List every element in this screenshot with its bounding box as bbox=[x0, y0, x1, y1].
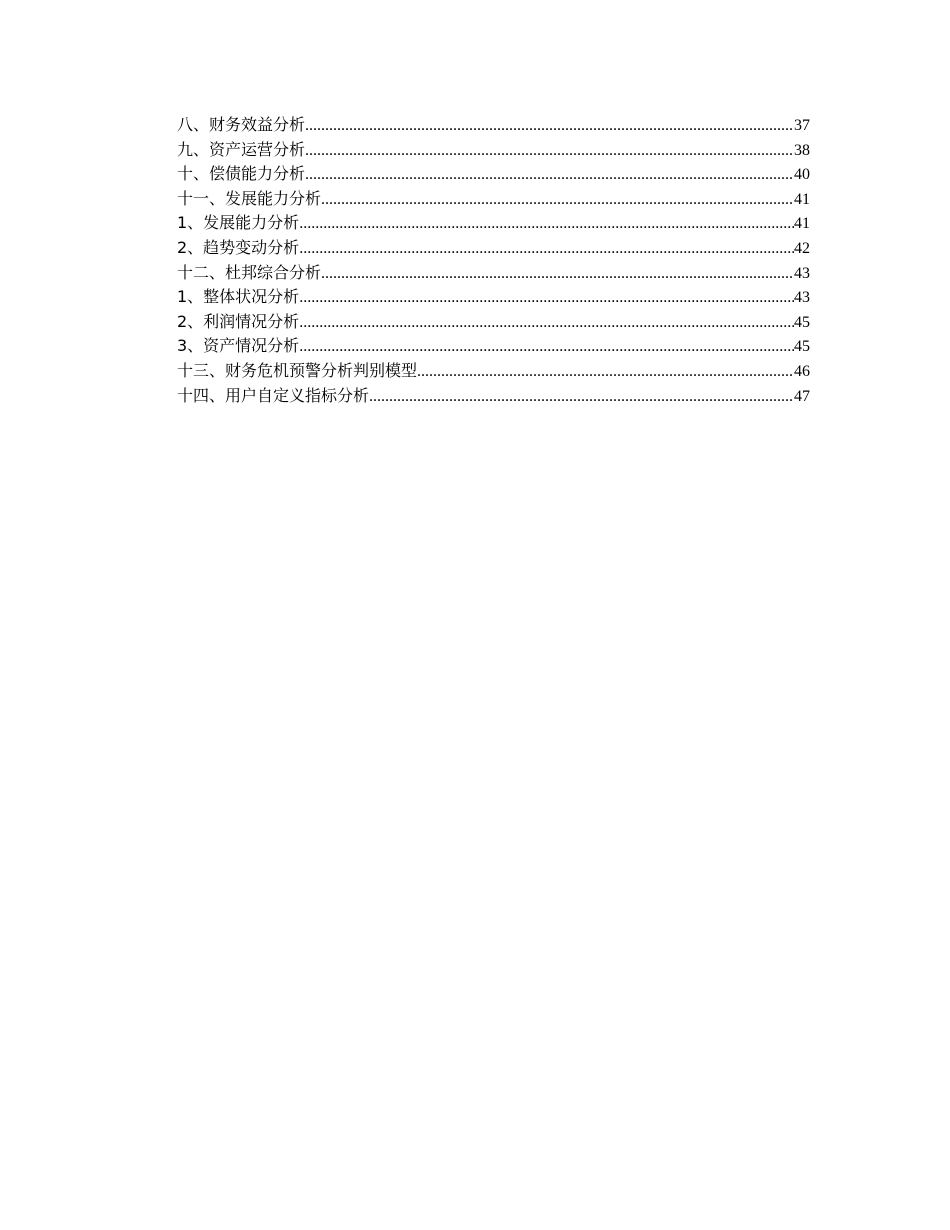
toc-entry-title: 十四、用户自定义指标分析 bbox=[177, 385, 370, 405]
table-of-contents bbox=[177, 113, 810, 408]
toc-entry-title: 十、偿债能力分析 bbox=[177, 164, 306, 184]
toc-entry-page: 37 bbox=[794, 117, 810, 134]
toc-entry-page: 45 bbox=[794, 313, 810, 331]
toc-entry-page: 43 bbox=[794, 289, 810, 307]
toc-entry-title: 八、财务效益分析 bbox=[177, 115, 306, 134]
toc-entry-page: 41 bbox=[794, 215, 810, 233]
toc-entry[interactable] bbox=[177, 359, 810, 384]
toc-entry-page: 40 bbox=[794, 166, 810, 184]
toc-entry[interactable] bbox=[177, 211, 810, 236]
toc-entry-title: 1、发展能力分析 bbox=[177, 213, 300, 233]
toc-entry-page: 38 bbox=[794, 141, 810, 159]
toc-entry-title: 3、资产情况分析 bbox=[177, 336, 300, 356]
toc-entry-title: 九、资产运营分析 bbox=[177, 139, 306, 159]
toc-entry[interactable] bbox=[177, 187, 810, 212]
toc-leader-dots bbox=[321, 262, 794, 287]
toc-entry-title: 十二、杜邦综合分析 bbox=[177, 262, 322, 282]
toc-entry-page: 46 bbox=[794, 362, 810, 380]
toc-leader-dots bbox=[299, 237, 794, 262]
toc-entry-page: 42 bbox=[794, 239, 810, 257]
toc-leader-dots bbox=[299, 212, 794, 237]
toc-leader-dots bbox=[305, 114, 794, 139]
toc-entry[interactable] bbox=[177, 261, 810, 286]
toc-entry-page: 45 bbox=[794, 338, 810, 356]
toc-leader-dots bbox=[299, 335, 794, 360]
toc-leader-dots bbox=[299, 311, 794, 336]
toc-entry[interactable] bbox=[177, 334, 810, 359]
toc-entry[interactable] bbox=[177, 113, 810, 138]
toc-leader-dots bbox=[369, 385, 794, 410]
toc-entry[interactable] bbox=[177, 384, 810, 409]
toc-entry-title: 2、趋势变动分析 bbox=[177, 237, 300, 257]
toc-entry-title: 十一、发展能力分析 bbox=[177, 188, 322, 208]
toc-leader-dots bbox=[417, 360, 794, 385]
toc-entry-title: 2、利润情况分析 bbox=[177, 311, 300, 331]
toc-entry-page: 43 bbox=[794, 264, 810, 282]
toc-entry-title: 十三、财务危机预警分析判别模型 bbox=[177, 360, 418, 380]
toc-entry[interactable] bbox=[177, 162, 810, 187]
toc-entry[interactable] bbox=[177, 285, 810, 310]
toc-entry-page: 41 bbox=[794, 190, 810, 208]
toc-entry[interactable] bbox=[177, 310, 810, 335]
toc-entry[interactable] bbox=[177, 236, 810, 261]
toc-leader-dots bbox=[299, 286, 794, 311]
toc-entry-title: 1、整体状况分析 bbox=[177, 287, 300, 307]
toc-leader-dots bbox=[305, 139, 794, 164]
toc-entry[interactable] bbox=[177, 138, 810, 163]
toc-leader-dots bbox=[305, 163, 794, 188]
toc-entry-page: 47 bbox=[794, 387, 810, 405]
toc-leader-dots bbox=[321, 188, 794, 213]
